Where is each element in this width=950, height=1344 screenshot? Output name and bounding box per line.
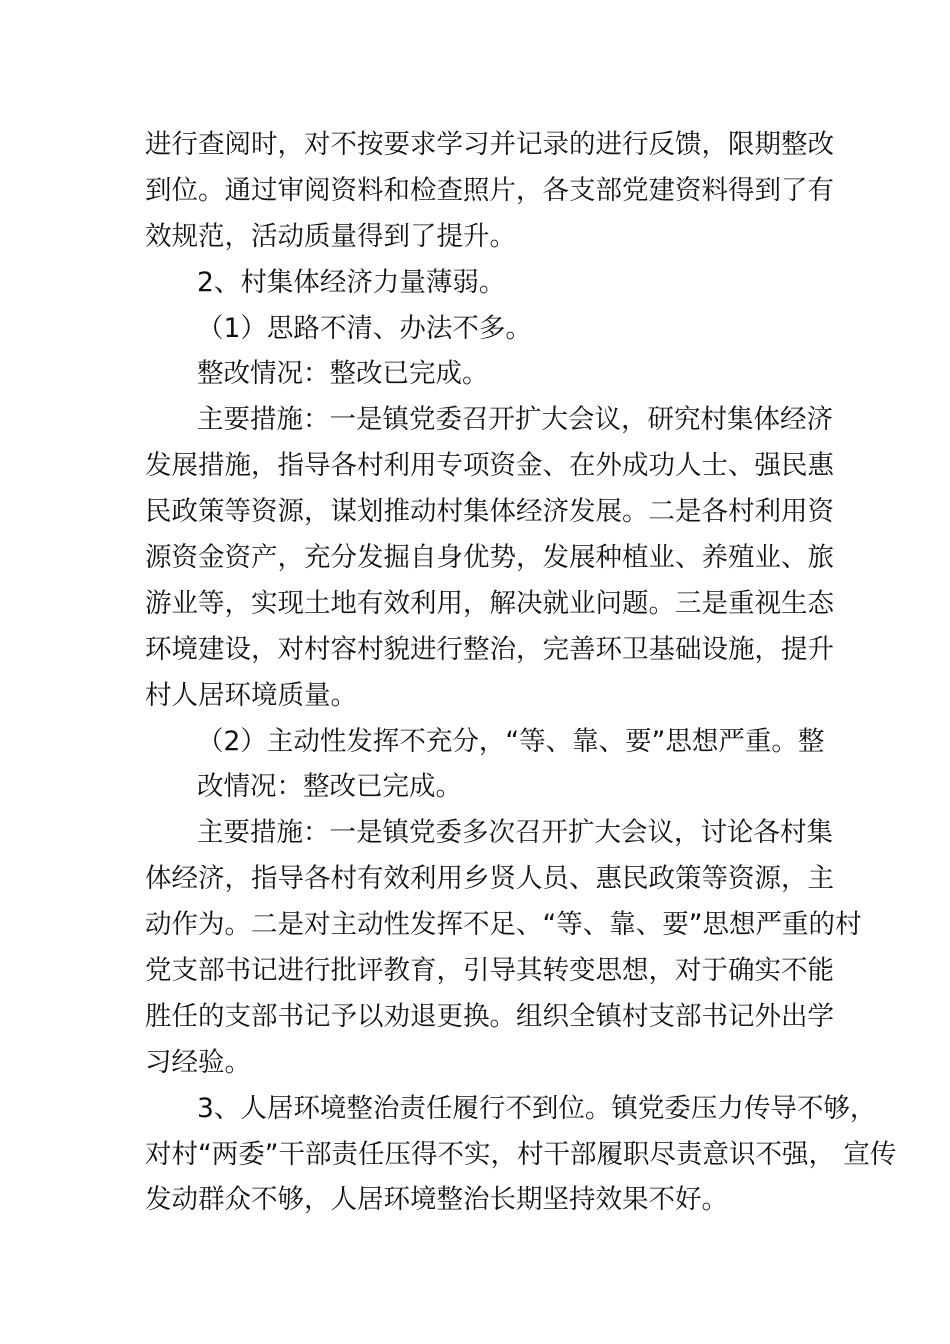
text-line: 村人居环境质量。 xyxy=(145,679,357,711)
status-line: 改情况：整改已完成。 xyxy=(197,771,462,803)
subsection-heading: （1）思路不清、办法不多。 xyxy=(197,312,532,344)
text-line: 源资金资产，充分发掘自身优势，发展种植业、养殖业、旅 xyxy=(145,542,834,574)
text-line: 进行查阅时，对不按要求学习并记录的进行反馈，限期整改 xyxy=(145,129,834,160)
text-line: 民政策等资源，谋划推动村集体经济发展。二是各村利用资 xyxy=(145,496,834,528)
text-line: 游业等，实现土地有效利用，解决就业问题。三是重视生态 xyxy=(145,587,834,619)
status-line: 整改情况：整改已完成。 xyxy=(197,358,489,390)
text-line: 发展措施，指导各村利用专项资金、在外成功人士、强民惠 xyxy=(145,450,834,482)
text-line: 到位。通过审阅资料和检查照片，各支部党建资料得到了有 xyxy=(145,174,834,206)
section-heading: 3、人居环境整治责任履行不到位。镇党委压力传导不够， xyxy=(197,1092,877,1124)
text-line: 主要措施：一是镇党委召开扩大会议，研究村集体经济 xyxy=(197,404,833,436)
text-line: 主要措施：一是镇党委多次召开扩大会议，讨论各村集 xyxy=(197,817,833,849)
section-heading: 2、村集体经济力量薄弱。 xyxy=(197,266,506,298)
subsection-heading: （2）主动性发挥不充分，“等、靠、要”思想严重。整 xyxy=(197,725,825,757)
text-line: 对村“两委”干部责任压得不实，村干部履职尽责意识不强， 宣传 xyxy=(145,1138,897,1170)
text-line: 习经验。 xyxy=(145,1046,251,1078)
text-line: 发动群众不够，人居环境整治长期坚持效果不好。 xyxy=(145,1184,728,1216)
text-line: 环境建设，对村容村貌进行整治，完善环卫基础设施，提升 xyxy=(145,633,834,665)
text-line: 体经济，指导各村有效利用乡贤人员、惠民政策等资源，主 xyxy=(145,863,834,895)
text-line: 党支部书记进行批评教育，引导其转变思想，对于确实不能 xyxy=(145,955,834,987)
text-line: 胜任的支部书记予以劝退更换。组织全镇村支部书记外出学 xyxy=(145,1000,834,1032)
text-line: 动作为。二是对主动性发挥不足、“等、靠、要”思想严重的村 xyxy=(145,909,862,941)
text-line: 效规范，活动质量得到了提升。 xyxy=(145,220,516,252)
document-body xyxy=(145,122,897,1223)
